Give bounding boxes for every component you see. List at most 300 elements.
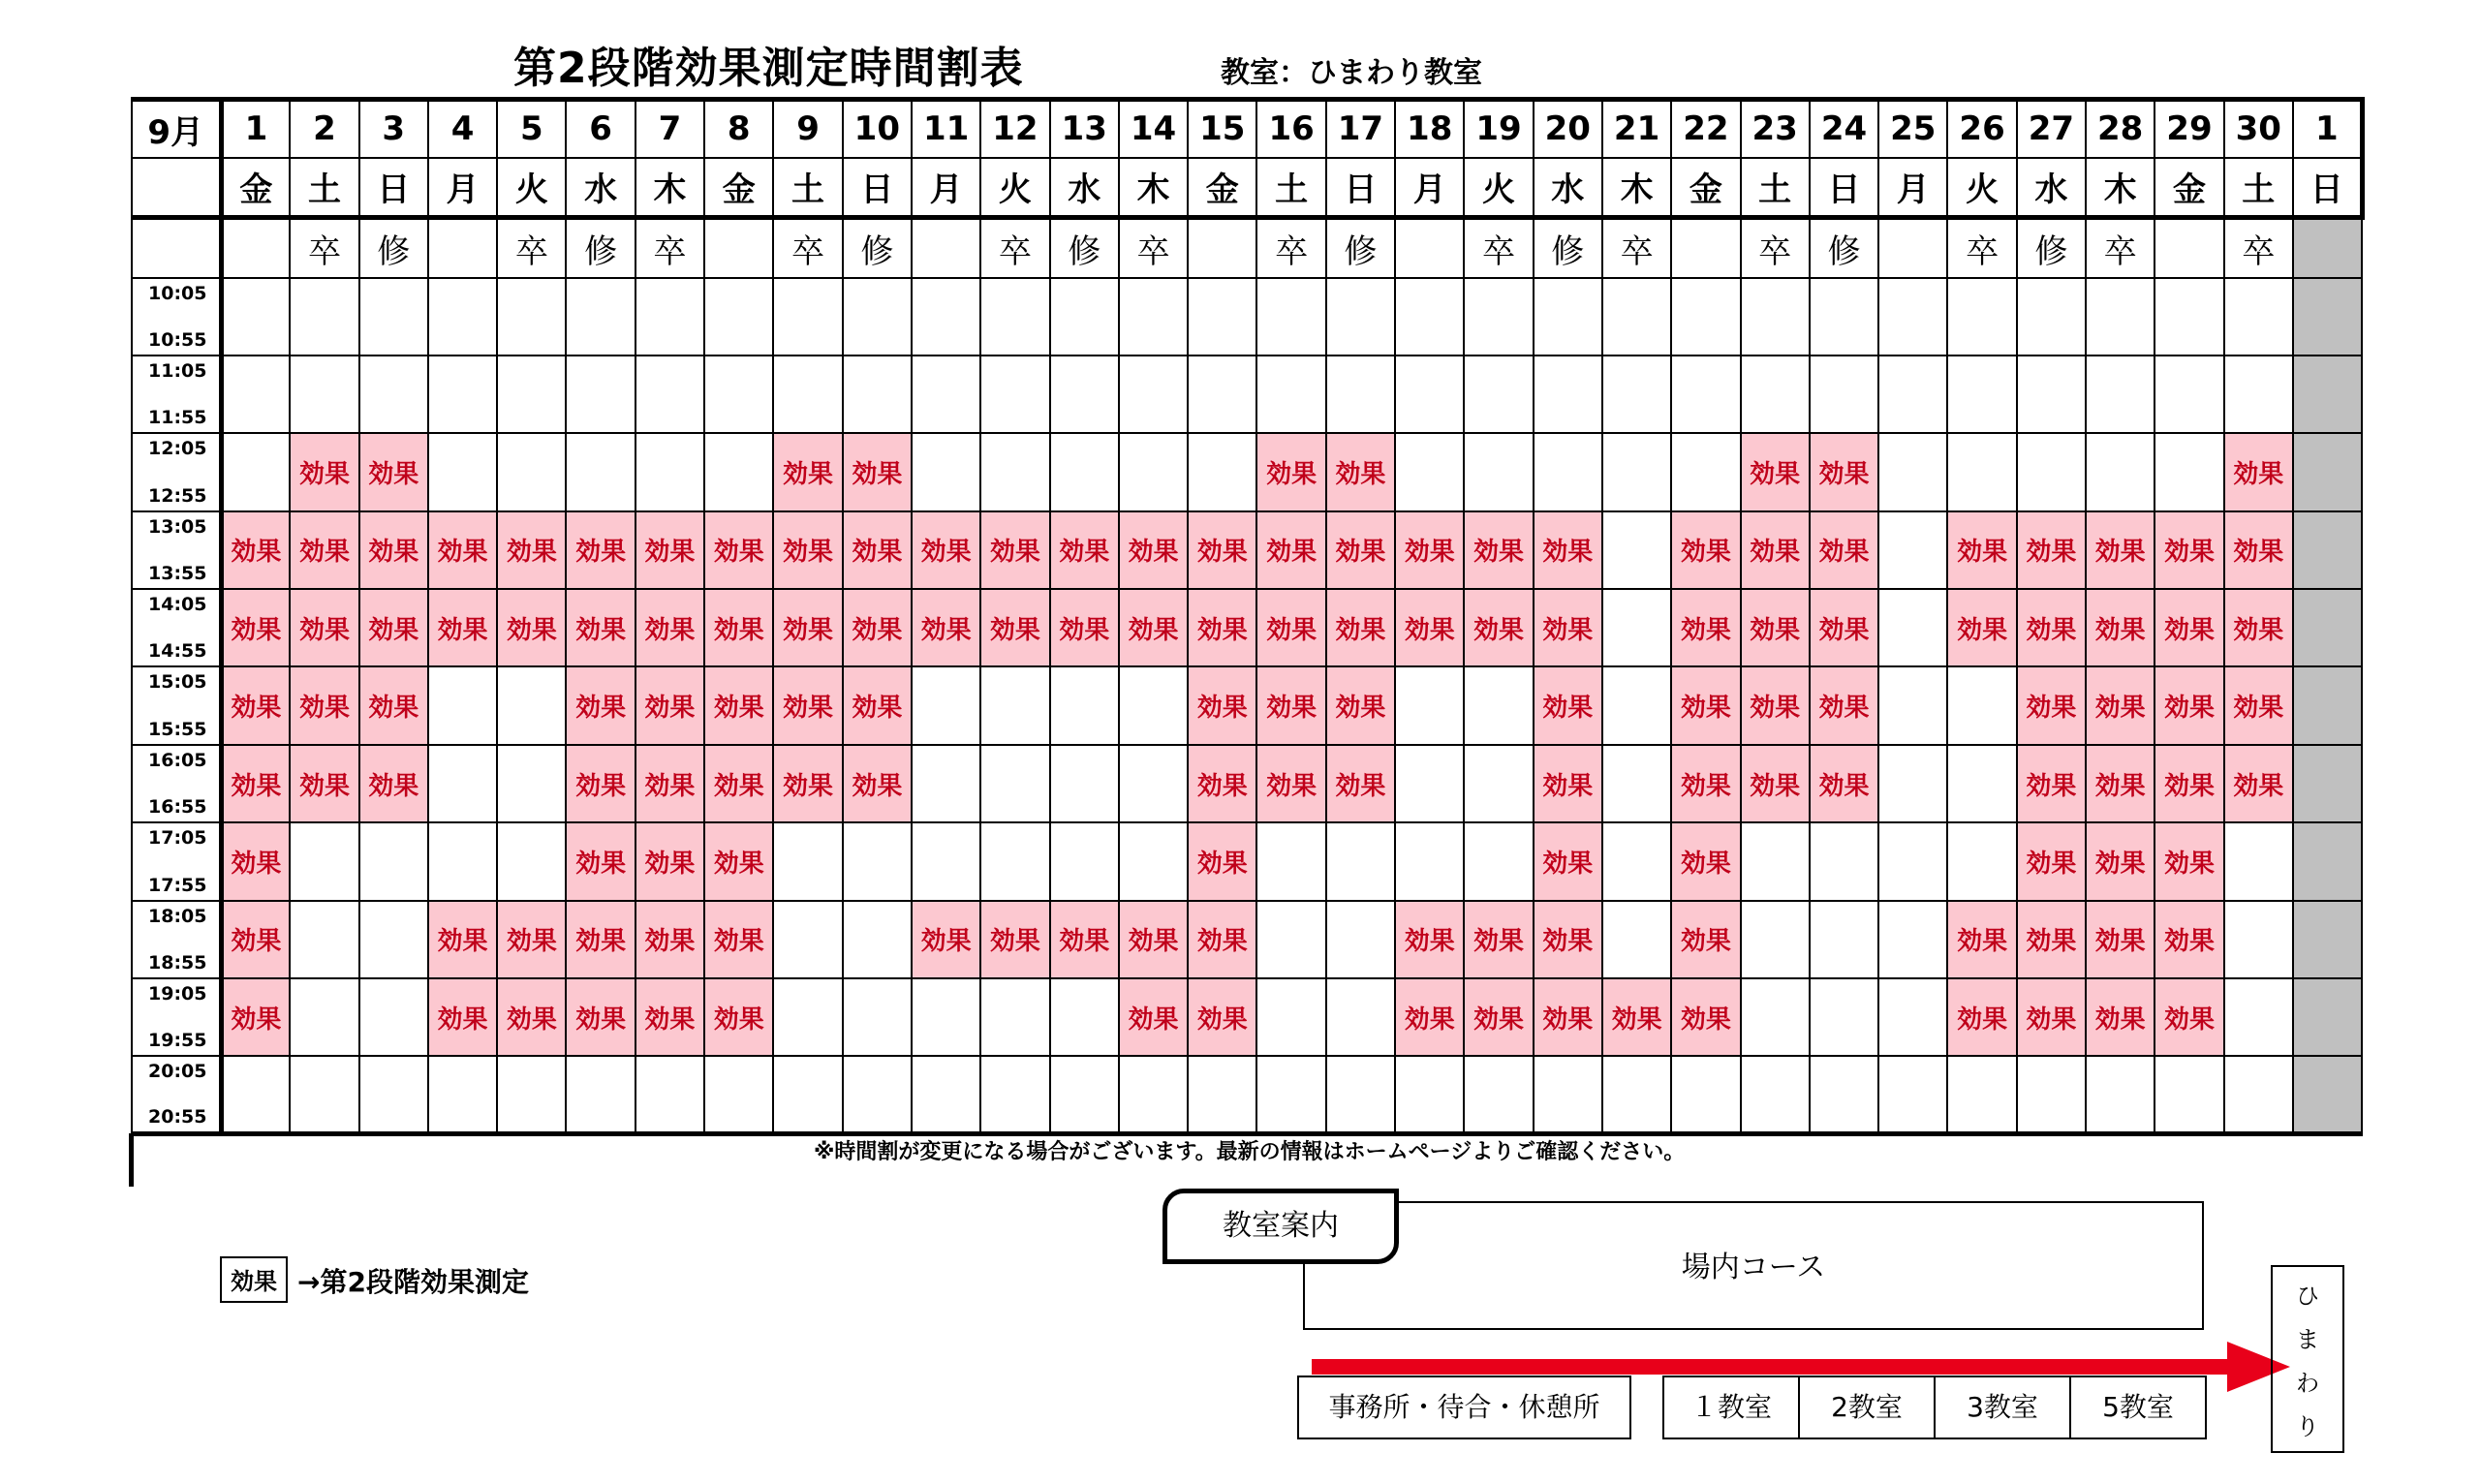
- date-cell: 6: [566, 100, 635, 158]
- empty-cell: [2293, 822, 2362, 900]
- empty-cell: [1878, 1056, 1947, 1133]
- himawari-char: ひ: [2296, 1283, 2319, 1310]
- session-cell: 効果: [1119, 901, 1188, 978]
- session-cell: 効果: [497, 978, 566, 1056]
- weekday-cell: 月: [428, 158, 497, 218]
- weekday-cell: 木: [1119, 158, 1188, 218]
- weekday-cell: 木: [1602, 158, 1671, 218]
- session-cell: 効果: [2224, 433, 2293, 510]
- empty-cell: [773, 356, 842, 433]
- empty-cell: [1810, 901, 1878, 978]
- time-slot-label: [132, 589, 221, 666]
- type-cell: [912, 218, 980, 278]
- empty-cell: [912, 666, 980, 744]
- weekday-cell: 金: [2154, 158, 2223, 218]
- weekday-cell: 水: [566, 158, 635, 218]
- empty-cell: [1464, 666, 1533, 744]
- session-cell: 効果: [1326, 666, 1395, 744]
- empty-cell: [359, 356, 428, 433]
- session-cell: 効果: [428, 511, 497, 589]
- type-cell: 卒: [980, 218, 1049, 278]
- session-cell: 効果: [980, 511, 1049, 589]
- empty-cell: [290, 978, 358, 1056]
- empty-cell: [1602, 901, 1671, 978]
- empty-cell: [497, 356, 566, 433]
- empty-cell: [1256, 978, 1325, 1056]
- time-slot-row: [132, 745, 2362, 822]
- empty-cell: [704, 1056, 773, 1133]
- session-cell: 効果: [2017, 589, 2086, 666]
- session-cell: 効果: [636, 511, 704, 589]
- empty-cell: [2293, 589, 2362, 666]
- session-cell: 効果: [1534, 666, 1602, 744]
- time-slot-label: [132, 1056, 221, 1133]
- date-cell: 18: [1395, 100, 1464, 158]
- empty-cell: [359, 901, 428, 978]
- empty-cell: [980, 433, 1049, 510]
- type-cell: 修: [1050, 218, 1119, 278]
- schedule-notice: ※時間割が変更になる場合がございます。最新の情報はホームページよりご確認ください。: [814, 1140, 1686, 1164]
- session-cell: 効果: [1534, 589, 1602, 666]
- empty-cell: [1878, 745, 1947, 822]
- empty-cell: [912, 978, 980, 1056]
- empty-cell: [497, 1056, 566, 1133]
- empty-cell: [2293, 978, 2362, 1056]
- empty-cell: [2293, 1056, 2362, 1133]
- empty-cell: [221, 356, 290, 433]
- time-range: [133, 823, 219, 899]
- session-cell: 効果: [359, 433, 428, 510]
- empty-cell: [1878, 278, 1947, 356]
- session-cell: 効果: [1188, 666, 1256, 744]
- session-cell: 効果: [1256, 666, 1325, 744]
- session-cell: 効果: [2017, 745, 2086, 822]
- session-cell: 効果: [773, 433, 842, 510]
- slot-start-time: 11:05: [148, 359, 207, 382]
- weekday-cell: 土: [290, 158, 358, 218]
- empty-cell: [1810, 978, 1878, 1056]
- date-cell: 15: [1188, 100, 1256, 158]
- session-cell: 効果: [1671, 901, 1740, 978]
- type-row: [132, 218, 2362, 278]
- empty-cell: [912, 356, 980, 433]
- date-cell: 17: [1326, 100, 1395, 158]
- empty-cell: [1741, 822, 1810, 900]
- time-range: [133, 590, 219, 665]
- session-cell: 効果: [2017, 822, 2086, 900]
- date-cell: 22: [1671, 100, 1740, 158]
- slot-start-time: 19:05: [148, 983, 207, 1005]
- slot-end-time: 19:55: [148, 1030, 207, 1052]
- empty-cell: [636, 433, 704, 510]
- slot-start-time: 10:05: [148, 282, 207, 304]
- session-cell: 効果: [2224, 589, 2293, 666]
- weekday-cell: 金: [1188, 158, 1256, 218]
- date-cell: 25: [1878, 100, 1947, 158]
- empty-cell: [636, 278, 704, 356]
- empty-cell: [359, 1056, 428, 1133]
- session-cell: 効果: [221, 822, 290, 900]
- session-cell: 効果: [2086, 822, 2154, 900]
- empty-cell: [773, 978, 842, 1056]
- room-5: 5教室: [2102, 1391, 2174, 1423]
- time-slot-row: [132, 901, 2362, 978]
- empty-cell: [1188, 278, 1256, 356]
- session-cell: 効果: [497, 589, 566, 666]
- slot-end-time: 16:55: [148, 796, 207, 819]
- empty-cell: [1395, 822, 1464, 900]
- empty-cell: [980, 356, 1049, 433]
- type-cell: 卒: [2224, 218, 2293, 278]
- date-row: [132, 100, 2362, 158]
- empty-cell: [2154, 356, 2223, 433]
- empty-cell: [1602, 589, 1671, 666]
- empty-cell: [1878, 666, 1947, 744]
- session-cell: 効果: [2086, 978, 2154, 1056]
- empty-cell: [1050, 278, 1119, 356]
- type-cell: 卒: [636, 218, 704, 278]
- session-cell: 効果: [2086, 745, 2154, 822]
- time-slot-label: [132, 666, 221, 744]
- type-cell: [2293, 218, 2362, 278]
- empty-cell: [1810, 822, 1878, 900]
- session-cell: 効果: [704, 666, 773, 744]
- slot-start-time: 14:05: [148, 594, 207, 616]
- session-cell: 効果: [843, 511, 912, 589]
- empty-cell: [428, 666, 497, 744]
- empty-cell: [1602, 356, 1671, 433]
- weekday-cell: 月: [1395, 158, 1464, 218]
- empty-cell: [1602, 278, 1671, 356]
- empty-cell: [1741, 356, 1810, 433]
- session-cell: 効果: [1119, 978, 1188, 1056]
- session-cell: 効果: [1256, 589, 1325, 666]
- session-cell: 効果: [1671, 511, 1740, 589]
- empty-cell: [1534, 356, 1602, 433]
- empty-cell: [1050, 822, 1119, 900]
- session-cell: 効果: [221, 978, 290, 1056]
- type-cell: 卒: [1464, 218, 1533, 278]
- weekday-cell: 日: [1810, 158, 1878, 218]
- empty-cell: [2017, 278, 2086, 356]
- empty-cell: [1947, 666, 2016, 744]
- time-range: [133, 979, 219, 1055]
- empty-cell: [636, 356, 704, 433]
- session-cell: 効果: [636, 978, 704, 1056]
- slot-start-time: 13:05: [148, 515, 207, 538]
- type-cell: 卒: [773, 218, 842, 278]
- course-area: 場内コース: [1303, 1201, 2204, 1330]
- empty-cell: [497, 433, 566, 510]
- type-cell: 卒: [1119, 218, 1188, 278]
- session-cell: 効果: [566, 666, 635, 744]
- session-cell: 効果: [1810, 511, 1878, 589]
- session-cell: 効果: [636, 901, 704, 978]
- empty-cell: [704, 433, 773, 510]
- empty-cell: [1464, 433, 1533, 510]
- empty-cell: [980, 978, 1049, 1056]
- weekday-cell: 水: [1534, 158, 1602, 218]
- session-cell: 効果: [773, 511, 842, 589]
- slot-start-time: 18:05: [148, 905, 207, 927]
- date-cell: 7: [636, 100, 704, 158]
- empty-cell: [1119, 278, 1188, 356]
- time-slot-label: [132, 433, 221, 510]
- session-cell: 効果: [1188, 511, 1256, 589]
- weekday-cell: 土: [1256, 158, 1325, 218]
- time-range: [133, 279, 219, 355]
- room-1: １教室: [1664, 1377, 1800, 1438]
- date-cell: 8: [704, 100, 773, 158]
- session-cell: 効果: [1671, 666, 1740, 744]
- date-cell: 16: [1256, 100, 1325, 158]
- empty-cell: [773, 1056, 842, 1133]
- session-cell: 効果: [843, 666, 912, 744]
- empty-cell: [704, 356, 773, 433]
- weekday-cell: 水: [2017, 158, 2086, 218]
- session-cell: 効果: [1326, 511, 1395, 589]
- empty-cell: [912, 822, 980, 900]
- date-cell: 29: [2154, 100, 2223, 158]
- room-2: 2教室: [1800, 1377, 1936, 1438]
- session-cell: 効果: [1256, 433, 1325, 510]
- empty-cell: [980, 745, 1049, 822]
- time-slot-row: [132, 278, 2362, 356]
- session-cell: 効果: [566, 901, 635, 978]
- empty-cell: [221, 278, 290, 356]
- type-cell: 修: [1534, 218, 1602, 278]
- classroom-label: 教室：ひまわり教室: [1221, 56, 1482, 90]
- session-cell: 効果: [1947, 901, 2016, 978]
- empty-cell: [1810, 278, 1878, 356]
- type-cell: 修: [2017, 218, 2086, 278]
- empty-cell: [1741, 1056, 1810, 1133]
- session-cell: 効果: [1810, 745, 1878, 822]
- session-cell: 効果: [1810, 589, 1878, 666]
- empty-cell: [1188, 356, 1256, 433]
- session-cell: 効果: [290, 666, 358, 744]
- type-cell: [2154, 218, 2223, 278]
- date-cell: 14: [1119, 100, 1188, 158]
- time-slot-label: [132, 745, 221, 822]
- empty-cell: [1878, 511, 1947, 589]
- weekday-cell: 日: [1326, 158, 1395, 218]
- weekday-row: [132, 158, 2362, 218]
- empty-cell: [1534, 1056, 1602, 1133]
- empty-cell: [1326, 901, 1395, 978]
- empty-cell: [2086, 433, 2154, 510]
- empty-cell: [1050, 745, 1119, 822]
- session-cell: 効果: [912, 901, 980, 978]
- empty-cell: [497, 278, 566, 356]
- type-cell: [704, 218, 773, 278]
- session-cell: 効果: [704, 978, 773, 1056]
- session-cell: 効果: [221, 901, 290, 978]
- type-cell: [1671, 218, 1740, 278]
- empty-cell: [1671, 433, 1740, 510]
- time-slot-label: [132, 511, 221, 589]
- empty-cell: [1119, 433, 1188, 510]
- empty-cell: [1119, 1056, 1188, 1133]
- session-cell: 効果: [290, 511, 358, 589]
- session-cell: 効果: [704, 745, 773, 822]
- empty-cell: [2293, 901, 2362, 978]
- session-cell: 効果: [843, 433, 912, 510]
- date-cell: 12: [980, 100, 1049, 158]
- classroom-row: [1662, 1376, 2207, 1439]
- empty-cell: [1602, 433, 1671, 510]
- session-cell: 効果: [1671, 745, 1740, 822]
- session-cell: 効果: [290, 433, 358, 510]
- session-cell: 効果: [912, 589, 980, 666]
- empty-cell: [843, 901, 912, 978]
- type-cell: [221, 218, 290, 278]
- session-cell: 効果: [221, 745, 290, 822]
- table-border-extension: [129, 1133, 134, 1187]
- session-cell: 効果: [1395, 589, 1464, 666]
- slot-end-time: 14:55: [148, 640, 207, 663]
- session-cell: 効果: [773, 745, 842, 822]
- empty-cell: [428, 1056, 497, 1133]
- empty-cell: [912, 1056, 980, 1133]
- empty-cell: [497, 822, 566, 900]
- type-cell: [428, 218, 497, 278]
- empty-cell: [1395, 278, 1464, 356]
- date-cell: 5: [497, 100, 566, 158]
- session-cell: 効果: [1534, 822, 1602, 900]
- session-cell: 効果: [2154, 589, 2223, 666]
- empty-cell: [2293, 433, 2362, 510]
- date-cell: 27: [2017, 100, 2086, 158]
- empty-cell: [497, 745, 566, 822]
- time-range: [133, 1057, 219, 1131]
- weekday-label-cell: [132, 158, 221, 218]
- time-slot-row: [132, 1056, 2362, 1133]
- time-slot-row: [132, 356, 2362, 433]
- time-slot-row: [132, 666, 2362, 744]
- month-cell: 9月: [132, 100, 221, 158]
- empty-cell: [1602, 822, 1671, 900]
- himawari-room: [2271, 1265, 2344, 1453]
- type-cell: 卒: [497, 218, 566, 278]
- date-cell: 23: [1741, 100, 1810, 158]
- time-slot-label: [132, 822, 221, 900]
- empty-cell: [566, 356, 635, 433]
- weekday-cell: 日: [843, 158, 912, 218]
- time-slot-label: [132, 278, 221, 356]
- session-cell: 効果: [2154, 822, 2223, 900]
- time-slot-label: [132, 901, 221, 978]
- empty-cell: [1326, 822, 1395, 900]
- empty-cell: [980, 666, 1049, 744]
- session-cell: 効果: [773, 666, 842, 744]
- empty-cell: [1464, 1056, 1533, 1133]
- empty-cell: [1326, 356, 1395, 433]
- session-cell: 効果: [2017, 666, 2086, 744]
- session-cell: 効果: [704, 511, 773, 589]
- session-cell: 効果: [359, 511, 428, 589]
- empty-cell: [1534, 278, 1602, 356]
- session-cell: 効果: [2154, 511, 2223, 589]
- time-range: [133, 667, 219, 743]
- session-cell: 効果: [359, 666, 428, 744]
- session-cell: 効果: [2224, 511, 2293, 589]
- weekday-cell: 火: [497, 158, 566, 218]
- time-range: [133, 902, 219, 977]
- empty-cell: [2224, 901, 2293, 978]
- empty-cell: [1256, 1056, 1325, 1133]
- time-slot-row: [132, 589, 2362, 666]
- empty-cell: [843, 356, 912, 433]
- date-cell: 1: [2293, 100, 2362, 158]
- session-cell: 効果: [1395, 978, 1464, 1056]
- date-cell: 26: [1947, 100, 2016, 158]
- slot-end-time: 18:55: [148, 952, 207, 974]
- date-cell: 3: [359, 100, 428, 158]
- type-label-cell: [132, 218, 221, 278]
- session-cell: 効果: [566, 745, 635, 822]
- session-cell: 効果: [290, 745, 358, 822]
- session-cell: 効果: [566, 822, 635, 900]
- empty-cell: [1878, 901, 1947, 978]
- session-cell: 効果: [2017, 978, 2086, 1056]
- empty-cell: [980, 1056, 1049, 1133]
- time-slot-label: [132, 356, 221, 433]
- empty-cell: [912, 745, 980, 822]
- empty-cell: [704, 278, 773, 356]
- type-cell: 卒: [2086, 218, 2154, 278]
- date-cell: 9: [773, 100, 842, 158]
- empty-cell: [221, 1056, 290, 1133]
- empty-cell: [1947, 433, 2016, 510]
- session-cell: 効果: [843, 745, 912, 822]
- legend-text: →第2段階効果測定: [297, 1266, 529, 1298]
- session-cell: 効果: [428, 589, 497, 666]
- empty-cell: [1119, 822, 1188, 900]
- session-cell: 効果: [221, 666, 290, 744]
- session-cell: 効果: [2154, 978, 2223, 1056]
- session-cell: 効果: [1188, 901, 1256, 978]
- type-cell: 修: [843, 218, 912, 278]
- weekday-cell: 日: [359, 158, 428, 218]
- empty-cell: [1810, 1056, 1878, 1133]
- empty-cell: [2293, 745, 2362, 822]
- empty-cell: [2293, 666, 2362, 744]
- session-cell: 効果: [980, 589, 1049, 666]
- empty-cell: [2017, 1056, 2086, 1133]
- empty-cell: [1119, 356, 1188, 433]
- slot-start-time: 17:05: [148, 827, 207, 850]
- empty-cell: [566, 278, 635, 356]
- empty-cell: [1947, 356, 2016, 433]
- empty-cell: [1256, 822, 1325, 900]
- empty-cell: [1947, 1056, 2016, 1133]
- empty-cell: [773, 822, 842, 900]
- session-cell: 効果: [1188, 822, 1256, 900]
- empty-cell: [2017, 356, 2086, 433]
- date-cell: 19: [1464, 100, 1533, 158]
- empty-cell: [428, 745, 497, 822]
- date-cell: 1: [221, 100, 290, 158]
- empty-cell: [566, 1056, 635, 1133]
- slot-end-time: 17:55: [148, 874, 207, 896]
- session-cell: 効果: [636, 589, 704, 666]
- empty-cell: [773, 901, 842, 978]
- type-cell: [1395, 218, 1464, 278]
- weekday-cell: 火: [980, 158, 1049, 218]
- session-cell: 効果: [1947, 978, 2016, 1056]
- type-cell: 修: [1810, 218, 1878, 278]
